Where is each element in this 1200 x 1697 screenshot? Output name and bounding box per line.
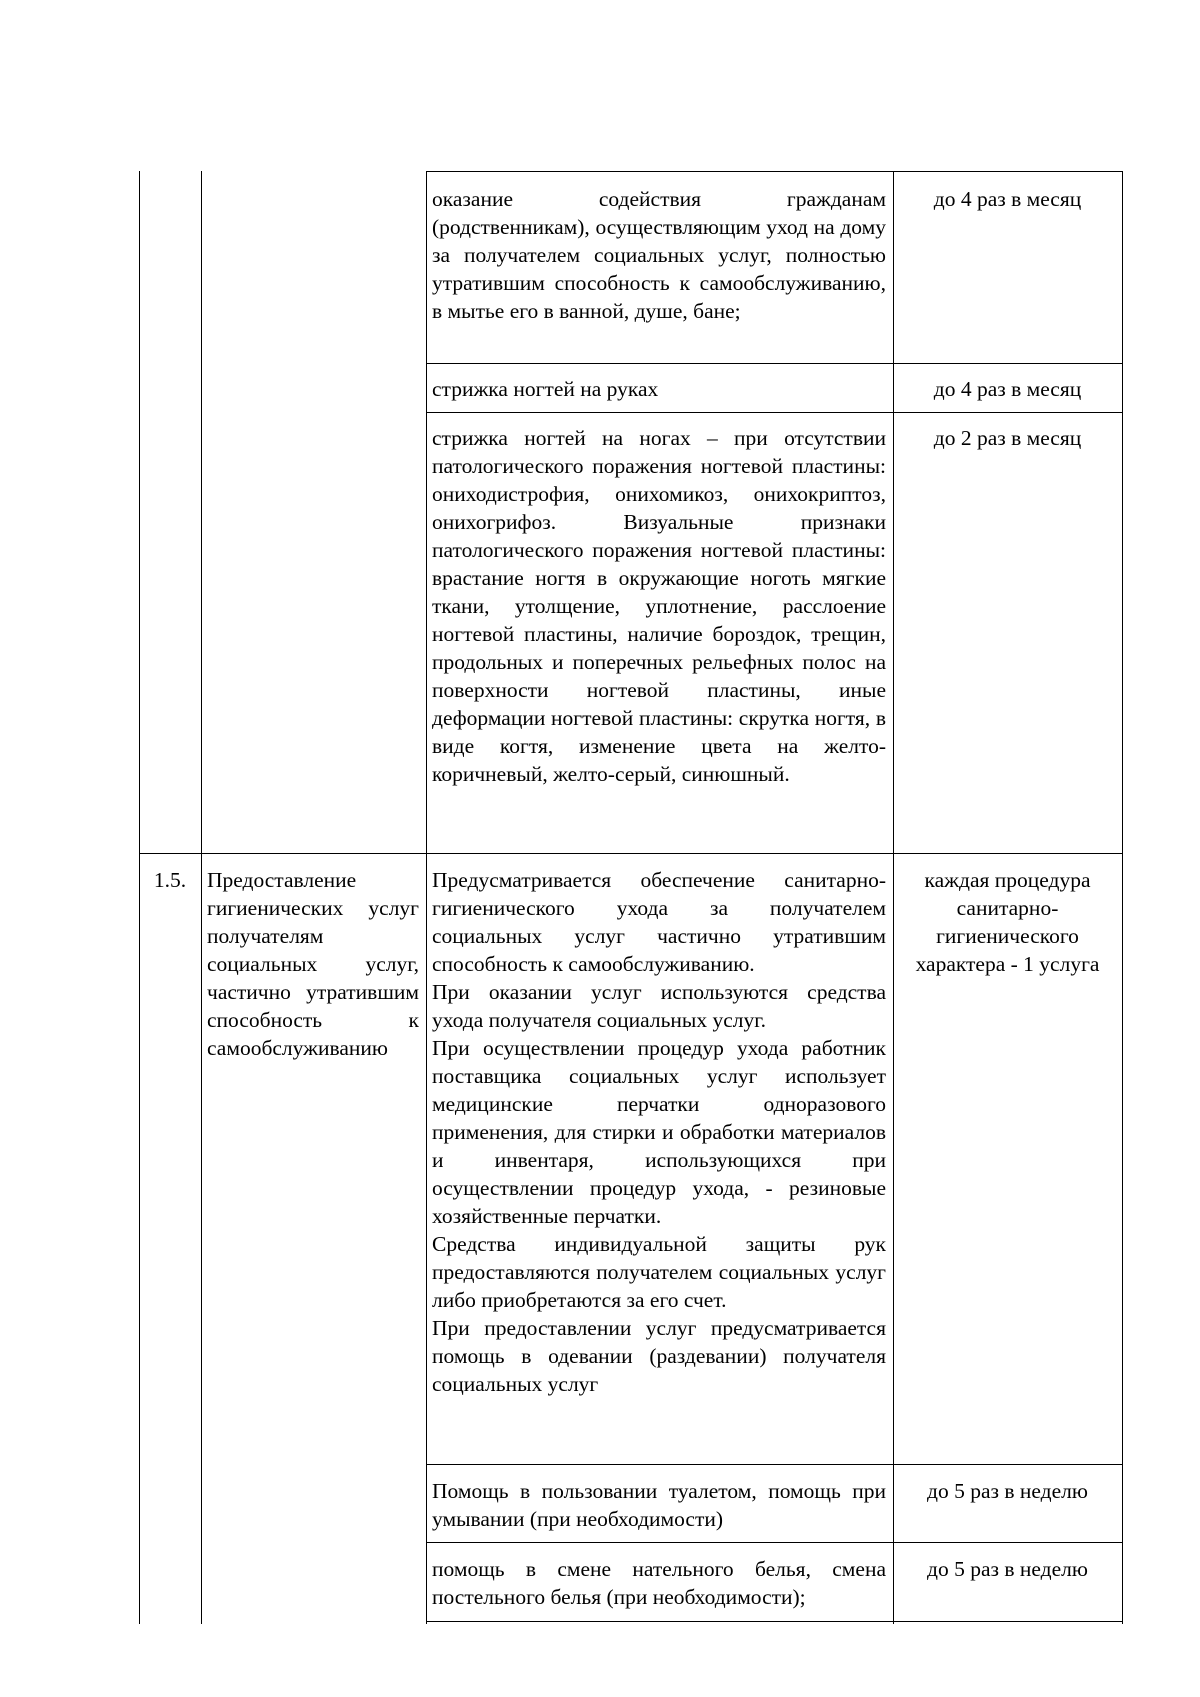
table-border-bottom (426, 1621, 1123, 1622)
table-border-top (426, 171, 1123, 172)
table-cell-frequency: до 4 раз в месяц (933, 187, 1082, 211)
table-cell-service-name: Предоставление гигиенических услуг получателям социальных услуг, частично утратившим способность к самообслуживанию (207, 868, 419, 1060)
table-cell-description (432, 866, 886, 1398)
description-paragraph: При предоставлении услуг предусматривается помощь в одевании (раздевании) получателя социальных услуг (432, 1316, 886, 1396)
table-cell-description: стрижка ногтей на ногах – при отсутствии патологического поражения ногтевой пластины: ониходистрофия, онихомикоз, онихокриптоз, онихогрифоз. Визуальные признаки патологического поражения ногтевой пластины: врастание ногтя в окружающие ноготь мягкие ткани, утолщение, уплотнение, расслоение ногтевой пластины, наличие бороздок, трещин, продольных и поперечных рельефных полос на поверхности ногтевой пластины, иные деформации ногтевой пластины: скрутка ногтя, в виде когтя, изменение цвета на желто-коричневый, желто-серый, синюшный. (432, 426, 886, 786)
table-cell-description: оказание содействия гражданам (родственникам), осуществляющим уход на дому за получателем социальных услуг, полностью утратившим способность к самообслуживанию, в мытье его в ванной, душе, бане; (432, 187, 886, 323)
description-paragraph: Средства индивидуальной защиты рук предоставляются получателем социальных услуг либо приобретаются за его счет. (432, 1232, 886, 1312)
description-paragraph: При осуществлении процедур ухода работник поставщика социальных услуг использует медицинские перчатки одноразового применения, для стирки и обработки материалов и инвентаря, использующихся при осуществлении процедур ухода, - резиновые хозяйственные перчатки. (432, 1036, 886, 1228)
table-border-left (139, 171, 140, 1624)
table-cell-frequency: каждая процедура санитарно-гигиенического характера - 1 услуга (915, 868, 1100, 976)
table-border-right (1122, 171, 1123, 1624)
table-divider-description (893, 171, 894, 1624)
row-divider (426, 363, 1123, 364)
description-paragraph: При оказании услуг используются средства ухода получателя социальных услуг. (432, 980, 886, 1032)
table-cell-description: Помощь в пользовании туалетом, помощь при умывании (при необходимости) (432, 1479, 886, 1531)
table-cell-frequency: до 4 раз в месяц (933, 377, 1082, 401)
table-cell-frequency: до 5 раз в неделю (927, 1557, 1088, 1581)
table-divider-number (201, 171, 202, 1624)
table-cell-frequency: до 2 раз в месяц (933, 426, 1082, 450)
row-divider (426, 412, 1123, 413)
row-divider (426, 1542, 1123, 1543)
description-paragraph: Предусматривается обеспечение санитарно-гигиенического ухода за получателем социальных услуг частично утратившим способность к самообслуживанию. (432, 868, 886, 976)
row-divider (426, 1464, 1123, 1465)
table-cell-description: помощь в смене нательного белья, смена постельного белья (при необходимости); (432, 1557, 886, 1609)
table-cell-description: стрижка ногтей на руках (432, 377, 659, 401)
table-divider-service (426, 171, 427, 1624)
table-cell-frequency: до 5 раз в неделю (927, 1479, 1088, 1503)
table-cell-number: 1.5. (153, 868, 187, 892)
section-divider (139, 853, 1123, 854)
